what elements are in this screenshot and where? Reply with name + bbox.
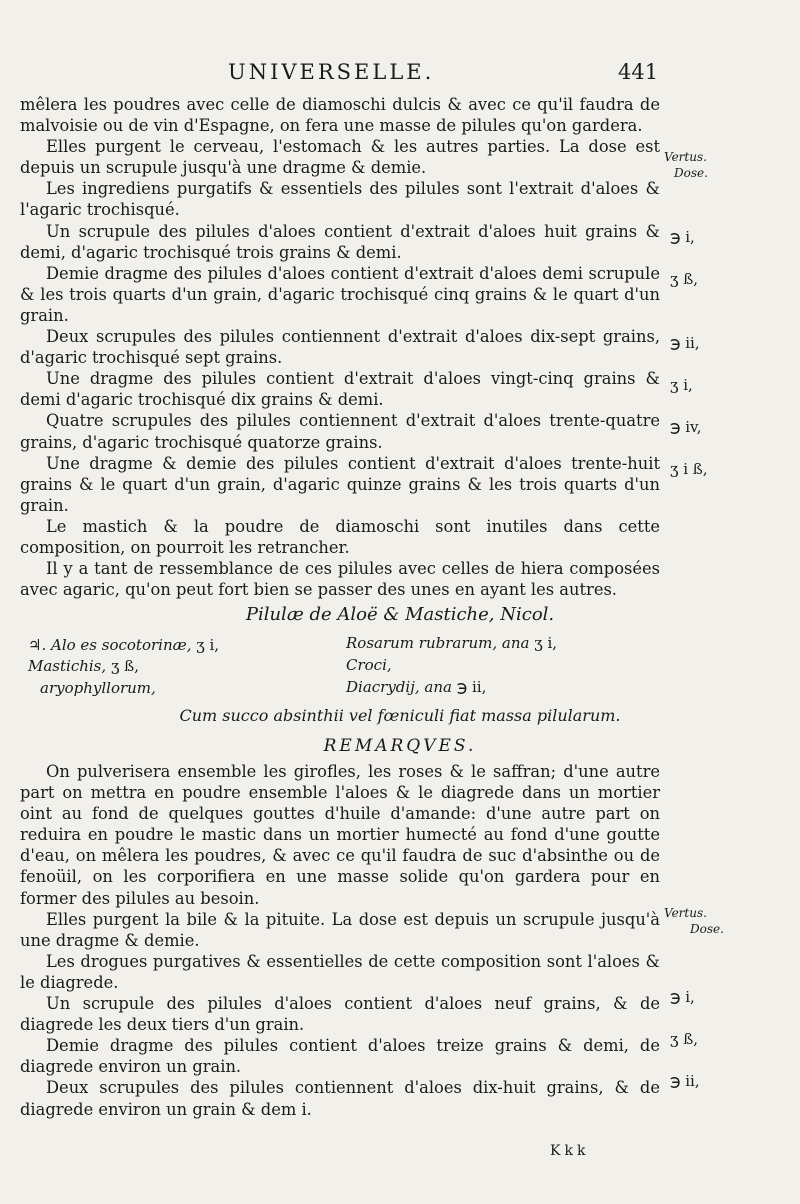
running-title: UNIVERSELLE. bbox=[228, 60, 435, 84]
paragraph: On pulverisera ensemble les girofles, les roses & le saffran; d'une autre part on mettra en poudre ensemble l'aloes & le diagrede dans un mortier oint au fond de quelques gouttes d'huile d'amande: d'une autre part on reduira en poudre le mastic dans un mortier humecté au fond d'une goutte d'eau, on mêlera les poudres, & avec ce qu'il faudra de suc d'absinthe ou de fenoüil, on les corporifiera en une masse solide qu'on gardera pour en former des pilules au besoin. bbox=[20, 762, 660, 908]
paragraph: Le mastich & la poudre de diamoschi sont inutiles dans cette composition, on pourroit les retrancher. bbox=[20, 516, 660, 557]
margin-note-dose: Dose. bbox=[674, 166, 708, 180]
paragraph: Demie dragme des pilules contient d'aloes treize grains & demi, de diagrede environ un grain. bbox=[20, 1036, 660, 1077]
paragraph: Un scrupule des pilules d'aloes contient d'aloes neuf grains, & de diagrede les deux tiers d'un grain. bbox=[20, 994, 660, 1035]
ingredient-item bbox=[346, 678, 486, 696]
paragraph: Demie dragme des pilules d'aloes contient d'extrait d'aloes demi scrupule & les trois quarts d'un grain, d'agaric trochisqué cinq grains & le quart d'un grain. bbox=[20, 263, 660, 325]
recipe-title: Pilulæ de Aloë & Mastiche, Nicol. bbox=[245, 604, 555, 625]
dose-symbol: ℈ i, bbox=[670, 988, 695, 1006]
ingredient-quantity: ʒ i, bbox=[196, 636, 220, 654]
paragraph: Quatre scrupules des pilules contiennent d'extrait d'aloes trente-quatre grains, d'agaric trochisqué quatorze grains. bbox=[20, 411, 660, 452]
page-header bbox=[0, 60, 800, 94]
paragraph: Les ingrediens purgatifs & essentiels des pilules sont l'extrait d'aloes & l'agaric trochisqué. bbox=[20, 179, 660, 220]
paragraph: Elles purgent la bile & la pituite. La dose est depuis un scrupule jusqu'à une dragme & demie. bbox=[20, 909, 660, 950]
dose-symbol: ℈ ii, bbox=[670, 334, 700, 352]
ingredient-item bbox=[40, 679, 156, 697]
ingredient-name: ♃. Alo es socotorinæ, bbox=[28, 636, 192, 654]
dose-symbol: ʒ ß, bbox=[670, 270, 699, 288]
paragraph: Elles purgent le cerveau, l'estomach & les autres parties. La dose est depuis un scrupule jusqu'à une dragme & demie. bbox=[20, 137, 660, 178]
margin-note-vertus: Vertus. bbox=[664, 906, 707, 920]
ingredient-quantity: ʒ ß, bbox=[110, 657, 139, 675]
text-section-1 bbox=[20, 94, 660, 600]
ingredient-quantity: ʒ i, bbox=[534, 634, 558, 652]
paragraph: Une dragme & demie des pilules contient d'extrait d'aloes trente-huit grains & le quart d'un grain, d'agaric quinze grains & les trois quarts d'un grain. bbox=[20, 453, 660, 515]
ingredient-name: Croci, bbox=[346, 656, 392, 674]
dose-symbol: ʒ i ß, bbox=[670, 460, 708, 478]
ingredient-item bbox=[346, 656, 392, 674]
ingredient-name: Rosarum rubrarum, ana bbox=[346, 634, 530, 652]
page-number: 441 bbox=[618, 60, 659, 84]
margin-note-vertus: Vertus. bbox=[664, 150, 707, 164]
margin-note-dose: Dose. bbox=[690, 922, 724, 936]
ingredient-item bbox=[28, 657, 139, 675]
ingredient-name: aryophyllorum, bbox=[40, 679, 156, 697]
dose-symbol: ℈ iv, bbox=[670, 418, 702, 436]
dose-symbol: ℈ i, bbox=[670, 228, 695, 246]
dose-symbol: ʒ ß, bbox=[670, 1030, 699, 1048]
paragraph: Deux scrupules des pilules contiennent d'extrait d'aloes dix-sept grains, d'agaric trochisqué sept grains. bbox=[20, 327, 660, 368]
dose-symbol: ℈ ii, bbox=[670, 1072, 700, 1090]
ingredient-quantity: ℈ ii, bbox=[456, 678, 487, 696]
ingredient-name: Mastichis, bbox=[28, 657, 107, 675]
signature-mark: Kkk bbox=[550, 1143, 590, 1159]
text-section-2 bbox=[20, 761, 660, 1120]
dose-symbol: ʒ i, bbox=[670, 376, 693, 394]
paragraph: Les drogues purgatives & essentielles de cette composition sont l'aloes & le diagrede. bbox=[20, 951, 660, 992]
ingredient-item bbox=[28, 636, 219, 654]
paragraph: Un scrupule des pilules d'aloes contient d'extrait d'aloes huit grains & demi, d'agaric trochisqué trois grains & demi. bbox=[20, 221, 660, 262]
paragraph: Deux scrupules des pilules contiennent d'aloes dix-huit grains, & de diagrede environ un grain & dem i. bbox=[20, 1078, 660, 1119]
paragraph: mêlera les poudres avec celle de diamoschi dulcis & avec ce qu'il faudra de malvoisie ou de vin d'Espagne, on fera une masse de pilules qu'on gardera. bbox=[20, 95, 660, 136]
ingredient-item bbox=[346, 634, 557, 652]
ingredient-name: Diacrydij, ana bbox=[346, 678, 452, 696]
paragraph: Une dragme des pilules contient d'extrait d'aloes vingt-cinq grains & demi d'agaric trochisqué dix grains & demi. bbox=[20, 369, 660, 410]
recipe-instruction: Cum succo absinthii vel fœniculi fiat massa pilularum. bbox=[179, 706, 621, 725]
paragraph: Il y a tant de ressemblance de ces pilules avec celles de hiera composées avec agaric, qu'on peut fort bien se passer des unes en ayant les autres. bbox=[20, 559, 660, 600]
remarques-heading: REMARQVES. bbox=[323, 736, 477, 756]
